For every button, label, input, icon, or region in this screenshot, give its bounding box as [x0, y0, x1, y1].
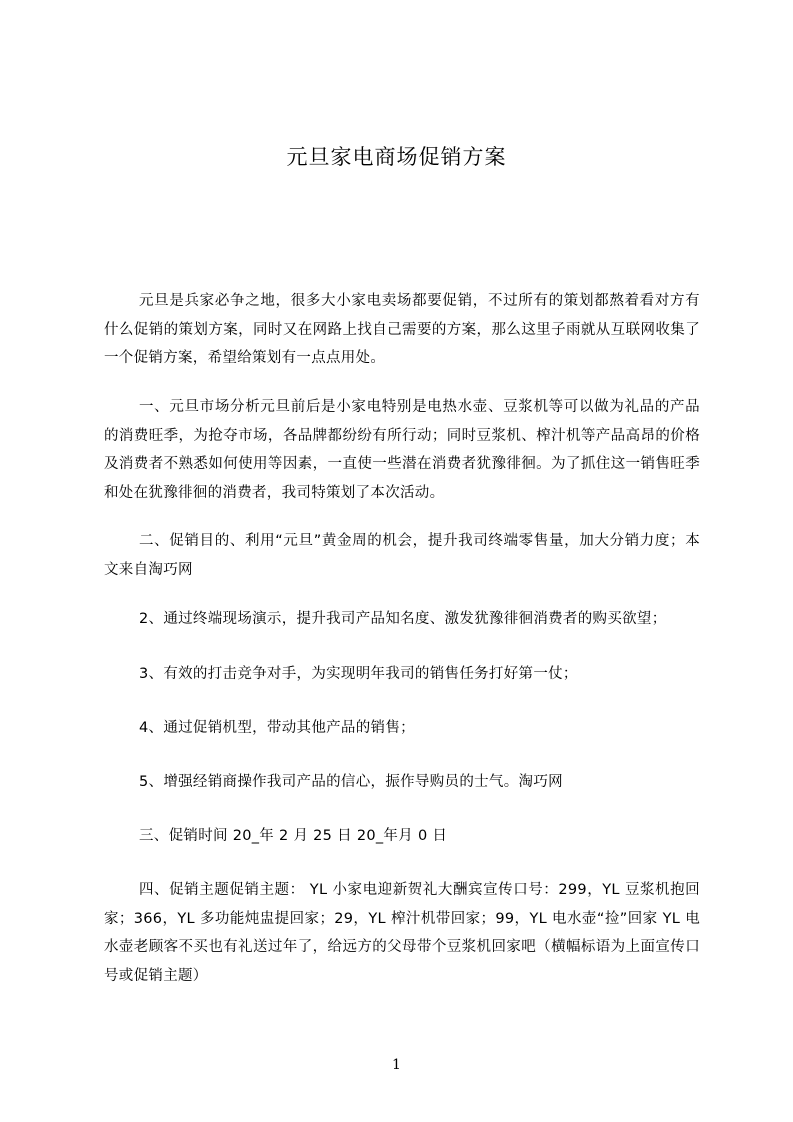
paragraph-intro: 元旦是兵家必争之地，很多大小家电卖场都要促销，不过所有的策划都熬着看对方有什么促销的策划方案，同时又在网路上找自己需要的方案，那么这里子雨就从互联网收集了一个促销方案，希望给策划有一点点用处。 [104, 293, 700, 366]
paragraph-purpose-2: 2、通过终端现场演示，提升我司产品知名度、激发犹豫徘徊消费者的购买欲望； [139, 611, 667, 627]
paragraph-purpose-4: 4、通过促销机型，带动其他产品的销售； [139, 720, 415, 736]
paragraph-purpose-5: 5、增强经销商操作我司产品的信心，振作导购员的士气。淘巧网 [139, 774, 563, 790]
page-number: 1 [392, 1057, 401, 1073]
paragraph-purpose-3: 3、有效的打击竞争对手，为实现明年我司的销售任务打好第一仗； [139, 666, 578, 682]
paragraph-promotion-theme: 四、促销主题促销主题： YL 小家电迎新贺礼大酬宾宣传口号：299，YL 豆浆机抱回家；366，YL 多功能炖盅提回家；29，YL 榨汁机带回家；99，YL 电水壶“捡”回家 YL 电水壶老顾客不买也有礼送过年了，给远方的父母带个豆浆机回家吧（横幅标语为上面宣传口号或促销主题） [104, 882, 700, 984]
paragraph-market-analysis: 一、元旦市场分析元旦前后是小家电特别是电热水壶、豆浆机等可以做为礼品的产品的消费旺季，为抢夺市场，各品牌都纷纷有所行动；同时豆浆机、榨汁机等产品高昂的价格及消费者不熟悉如何使用等因素，一直使一些潜在消费者犹豫徘徊。为了抓住这一销售旺季和处在犹豫徘徊的消费者，我司特策划了本次活动。 [104, 399, 700, 501]
paragraph-promotion-time: 三、促销时间 20_年 2 月 25 日 20_年月 0 日 [139, 828, 448, 844]
document-title: 元旦家电商场促销方案 [286, 145, 507, 169]
paragraph-promotion-purpose: 二、促销目的、利用“元旦”黄金周的机会，提升我司终端零售量，加大分销力度；本文来自淘巧网 [104, 533, 700, 578]
